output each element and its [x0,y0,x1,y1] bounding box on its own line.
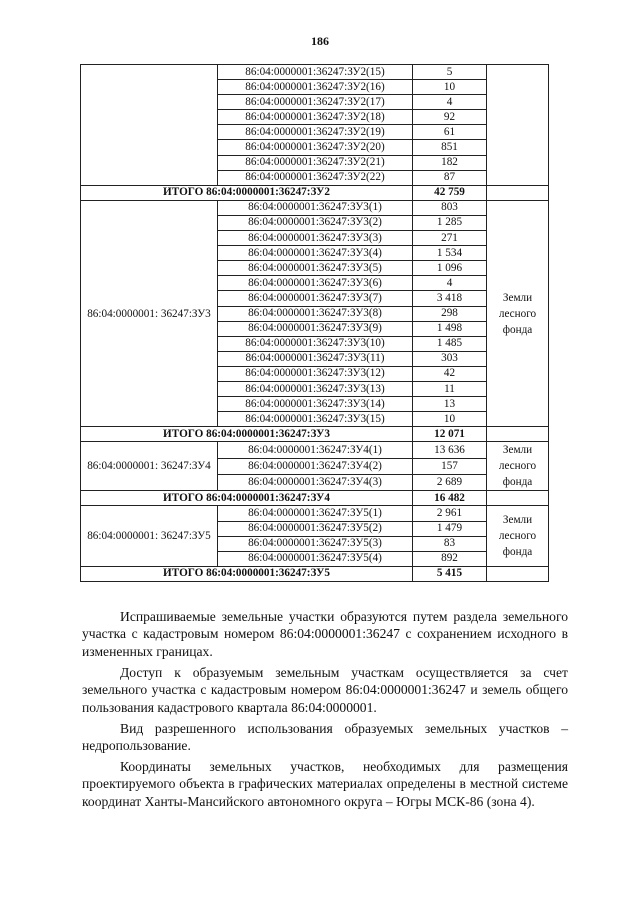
sub-parcel-cell: 86:04:0000001:36247:ЗУ3(2) [218,215,413,230]
area-cell: 1 485 [413,336,487,351]
sub-parcel-cell: 86:04:0000001:36247:ЗУ3(4) [218,246,413,261]
sub-parcel-cell: 86:04:0000001:36247:ЗУ2(21) [218,155,413,170]
sub-parcel-cell: 86:04:0000001:36247:ЗУ5(4) [218,551,413,566]
sub-parcel-cell: 86:04:0000001:36247:ЗУ3(15) [218,412,413,427]
paragraph: Доступ к образуемым земельным участкам осуществляется за счет земельного участка с кадастровым номером 86:04:0000001:36247 и земель общего пользования кадастрового квартала 86:04:0000001. [82,664,568,715]
sub-parcel-cell: 86:04:0000001:36247:ЗУ3(11) [218,351,413,366]
area-cell: 11 [413,381,487,396]
area-cell: 851 [413,140,487,155]
area-cell: 303 [413,351,487,366]
land-table-body [81,65,549,582]
area-cell: 3 418 [413,291,487,306]
sub-parcel-cell: 86:04:0000001:36247:ЗУ3(7) [218,291,413,306]
area-cell: 92 [413,110,487,125]
total-label: ИТОГО 86:04:0000001:36247:ЗУ2 [81,185,413,200]
sub-parcel-cell: 86:04:0000001:36247:ЗУ2(18) [218,110,413,125]
table-row [81,506,549,521]
sub-parcel-cell: 86:04:0000001:36247:ЗУ2(19) [218,125,413,140]
parcel-cell [81,65,218,186]
area-cell: 803 [413,200,487,215]
area-cell: 83 [413,536,487,551]
total-label: ИТОГО 86:04:0000001:36247:ЗУ4 [81,491,413,506]
area-cell: 182 [413,155,487,170]
sub-parcel-cell: 86:04:0000001:36247:ЗУ5(1) [218,506,413,521]
sub-parcel-cell: 86:04:0000001:36247:ЗУ3(12) [218,366,413,381]
land-parcels-table [80,64,549,582]
sub-parcel-cell: 86:04:0000001:36247:ЗУ4(1) [218,442,413,458]
area-cell: 2 689 [413,475,487,491]
sub-parcel-cell: 86:04:0000001:36247:ЗУ4(2) [218,458,413,474]
area-cell: 4 [413,276,487,291]
parcel-cell: 86:04:0000001: 36247:ЗУ3 [81,200,218,426]
total-area: 42 759 [413,185,487,200]
body-text [82,608,568,814]
total-area: 12 071 [413,427,487,442]
total-area: 5 415 [413,566,487,581]
area-cell: 10 [413,412,487,427]
table-row [81,65,549,80]
parcel-cell: 86:04:0000001: 36247:ЗУ4 [81,442,218,491]
area-cell: 1 498 [413,321,487,336]
paragraph: Вид разрешенного использования образуемых земельных участков – недропользование. [82,720,568,754]
total-empty-cell [487,427,549,442]
area-cell: 1 096 [413,261,487,276]
parcel-cell: 86:04:0000001: 36247:ЗУ5 [81,506,218,566]
area-cell: 271 [413,231,487,246]
area-cell: 892 [413,551,487,566]
sub-parcel-cell: 86:04:0000001:36247:ЗУ3(9) [218,321,413,336]
sub-parcel-cell: 86:04:0000001:36247:ЗУ2(15) [218,65,413,80]
sub-parcel-cell: 86:04:0000001:36247:ЗУ3(5) [218,261,413,276]
total-row [81,427,549,442]
sub-parcel-cell: 86:04:0000001:36247:ЗУ4(3) [218,475,413,491]
area-cell: 1 534 [413,246,487,261]
area-cell: 1 479 [413,521,487,536]
area-cell: 87 [413,170,487,185]
land-type-cell: Земли лесного фонда [487,200,549,426]
page-number: 186 [311,34,329,48]
area-cell: 13 636 [413,442,487,458]
sub-parcel-cell: 86:04:0000001:36247:ЗУ2(16) [218,80,413,95]
sub-parcel-cell: 86:04:0000001:36247:ЗУ2(17) [218,95,413,110]
table-row [81,200,549,215]
total-empty-cell [487,185,549,200]
sub-parcel-cell: 86:04:0000001:36247:ЗУ3(10) [218,336,413,351]
land-type-cell [487,65,549,186]
sub-parcel-cell: 86:04:0000001:36247:ЗУ3(14) [218,397,413,412]
table-row [81,442,549,458]
total-label: ИТОГО 86:04:0000001:36247:ЗУ3 [81,427,413,442]
paragraph: Испрашиваемые земельные участки образуются путем раздела земельного участка с кадастровым номером 86:04:0000001:36247 с сохранением исходного в измененных границах. [82,609,568,659]
area-cell: 4 [413,95,487,110]
total-label: ИТОГО 86:04:0000001:36247:ЗУ5 [81,566,413,581]
area-cell: 13 [413,397,487,412]
area-cell: 2 961 [413,506,487,521]
total-area: 16 482 [413,491,487,506]
sub-parcel-cell: 86:04:0000001:36247:ЗУ3(1) [218,200,413,215]
sub-parcel-cell: 86:04:0000001:36247:ЗУ5(3) [218,536,413,551]
total-row [81,566,549,581]
total-empty-cell [487,566,549,581]
sub-parcel-cell: 86:04:0000001:36247:ЗУ3(13) [218,381,413,396]
land-type-cell: Земли лесного фонда [487,506,549,566]
area-cell: 157 [413,458,487,474]
paragraph: Координаты земельных участков, необходимых для размещения проектируемого объекта в графических материалах определены в местной системе координат Ханты-Мансийского автономного округа – Югры МСК-86 (зона 4). [82,759,568,809]
area-cell: 5 [413,65,487,80]
sub-parcel-cell: 86:04:0000001:36247:ЗУ2(22) [218,170,413,185]
area-cell: 10 [413,80,487,95]
area-cell: 298 [413,306,487,321]
total-empty-cell [487,491,549,506]
sub-parcel-cell: 86:04:0000001:36247:ЗУ3(3) [218,231,413,246]
area-cell: 42 [413,366,487,381]
sub-parcel-cell: 86:04:0000001:36247:ЗУ5(2) [218,521,413,536]
area-cell: 61 [413,125,487,140]
sub-parcel-cell: 86:04:0000001:36247:ЗУ3(6) [218,276,413,291]
land-type-cell: Земли лесного фонда [487,442,549,491]
total-row [81,185,549,200]
area-cell: 1 285 [413,215,487,230]
sub-parcel-cell: 86:04:0000001:36247:ЗУ2(20) [218,140,413,155]
total-row [81,491,549,506]
sub-parcel-cell: 86:04:0000001:36247:ЗУ3(8) [218,306,413,321]
